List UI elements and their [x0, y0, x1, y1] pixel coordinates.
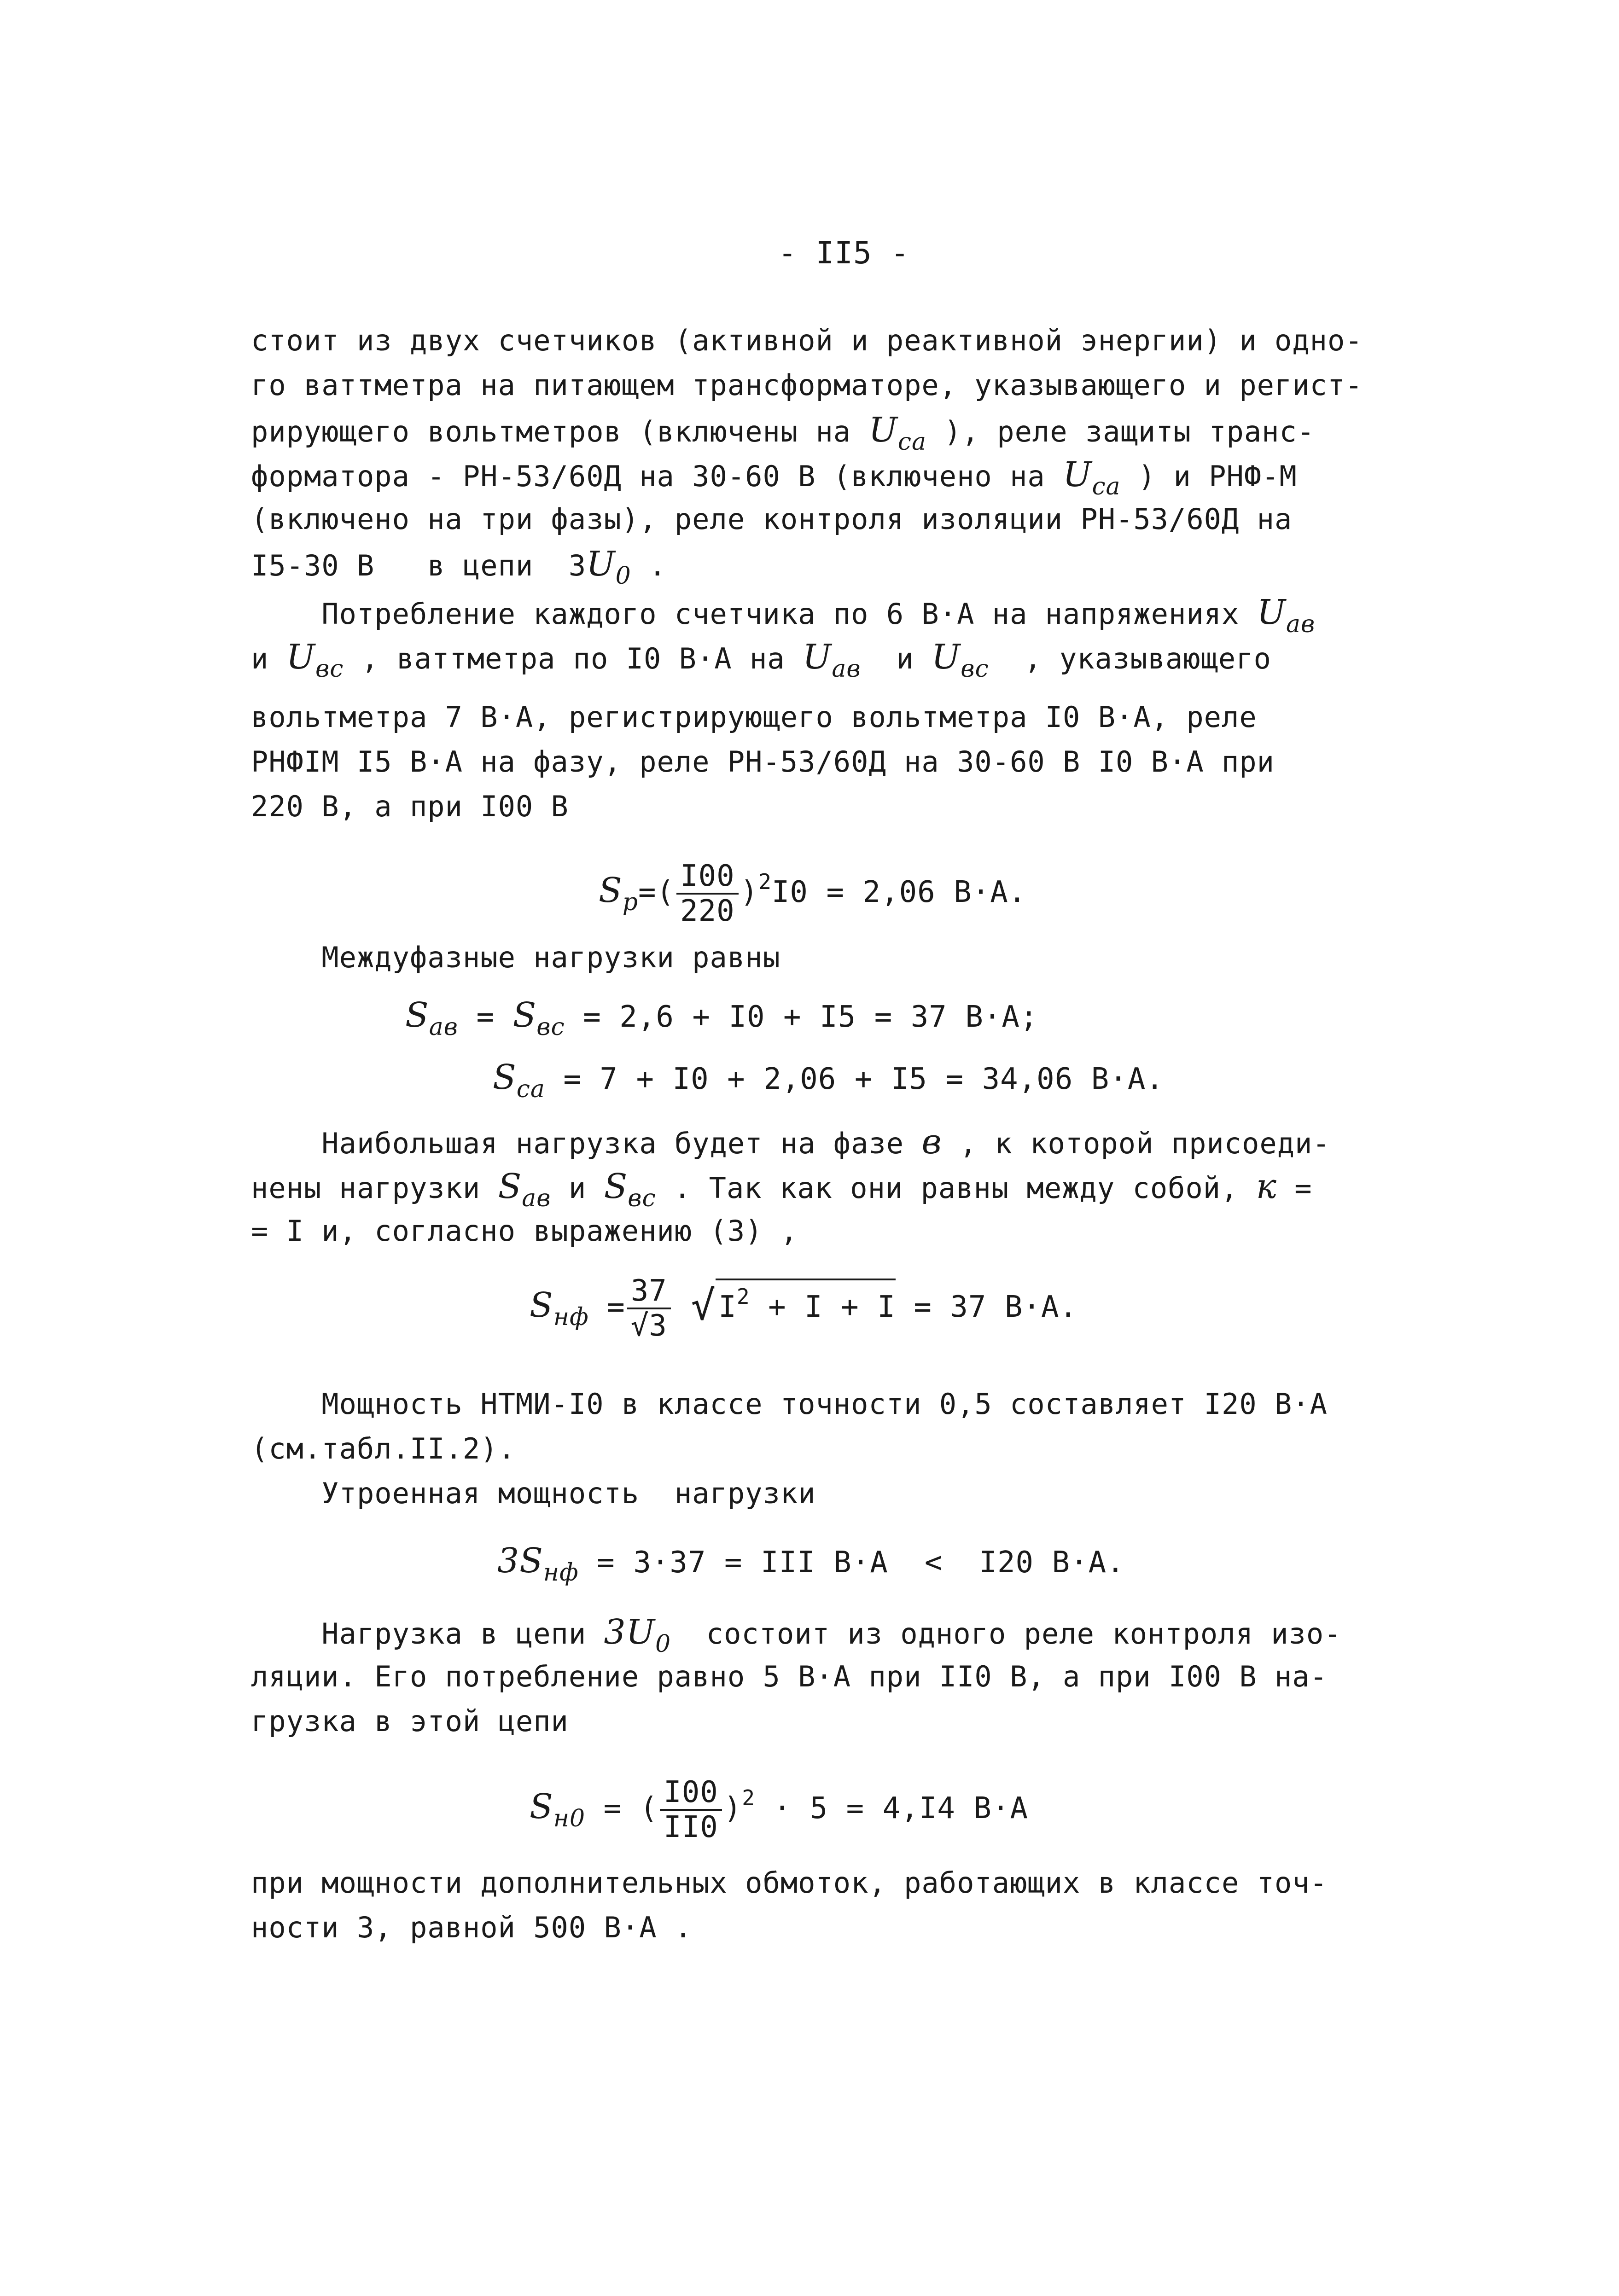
text-line: го ваттметра на питающем трансформаторе, указывающего и регист- [251, 368, 1363, 402]
text-line: Наибольшая нагрузка будет на фазе в , к которой присоеди- [251, 1122, 1330, 1162]
text-line: ности 3, равной 500 В·А . [251, 1911, 693, 1944]
text-line: рирующего вольтметров (включены на $U_{ca}$ ), реле защиты транс- [251, 410, 1315, 456]
text-line: Нагрузка в цепи $3U_0$ состоит из одного реле контроля изо- [251, 1612, 1342, 1658]
formula-sn0: $S_{н0}$ = ( $\frac{I00}{II0}$ )$^2$ · 5 = 4,I4 В·А [530, 1775, 1028, 1845]
text-line: грузка в этой цепи [251, 1704, 569, 1738]
formula-sp: $S_р=$( $\frac{I00}{220}$ )$^2$I0 = 2,06 В·А. [599, 859, 1027, 929]
text-line: и $U_{вc}$ , ваттметра по I0 В·А на $U_{aв}$ и $U_{вc}$ , указывающего [251, 637, 1271, 683]
text-line: Утроенная мощность нагрузки [251, 1476, 816, 1510]
text-line: Мощность НТМИ-I0 в классе точности 0,5 составляет I20 В·А [251, 1387, 1328, 1421]
text-line: стоит из двух счетчиков (активной и реактивной энергии) и одно- [251, 324, 1363, 357]
text-line: форматора - РН-53/60Д на 30-60 В (включено на $U_{ca}$ ) и РНФ-М [251, 455, 1297, 500]
formula-3snf: $3S_{нф} = 3\cdot 37$ = III В·А < I20 В·А. [497, 1541, 1125, 1587]
text-line: при мощности дополнительных обмоток, работающих в классе точ- [251, 1866, 1328, 1900]
text-line: ляции. Его потребление равно 5 В·А при II0 В, а при I00 В на- [251, 1660, 1328, 1693]
text-line: I5-30 В в цепи $3U_0$ . [251, 544, 667, 590]
text-line: нены нагрузки $S_{aв}$ и $S_{вc}$ . Так как они равны между собой, к = [251, 1167, 1312, 1212]
formula-sca: $S_{ca} = 7 + I0 + 2,06 + I5 = 34,06$ В·А. [493, 1058, 1164, 1103]
page-number: - II5 - [778, 235, 910, 271]
text-line: вольтметра 7 В·А, регистрирующего вольтметра I0 В·А, реле [251, 700, 1257, 734]
text-line: (включено на три фазы), реле контроля изоляции РН-53/60Д на [251, 502, 1293, 536]
text-line: (см.табл.II.2). [251, 1432, 516, 1465]
formula-snf: $S_{нф}$ = $\frac{37}{√3}$ $√I^2 + I + I = 37$ В·А. [530, 1274, 1078, 1343]
text-line: 220 В, а при I00 В [251, 790, 569, 823]
text-line: Потребление каждого счетчика по 6 В·А на напряжениях $U_{aв}$ [251, 593, 1316, 638]
text-line: РНФIМ I5 В·А на фазу, реле РН-53/60Д на 30-60 В I0 В·А при [251, 745, 1275, 779]
formula-sab: $S_{aв} = S_{вc} = 2,6 + I0 + I5 = 37$ В·А; [405, 995, 1038, 1041]
text-line: Междуфазные нагрузки равны [251, 941, 780, 974]
text-line: = I и, согласно выражению (3) , [251, 1214, 798, 1248]
